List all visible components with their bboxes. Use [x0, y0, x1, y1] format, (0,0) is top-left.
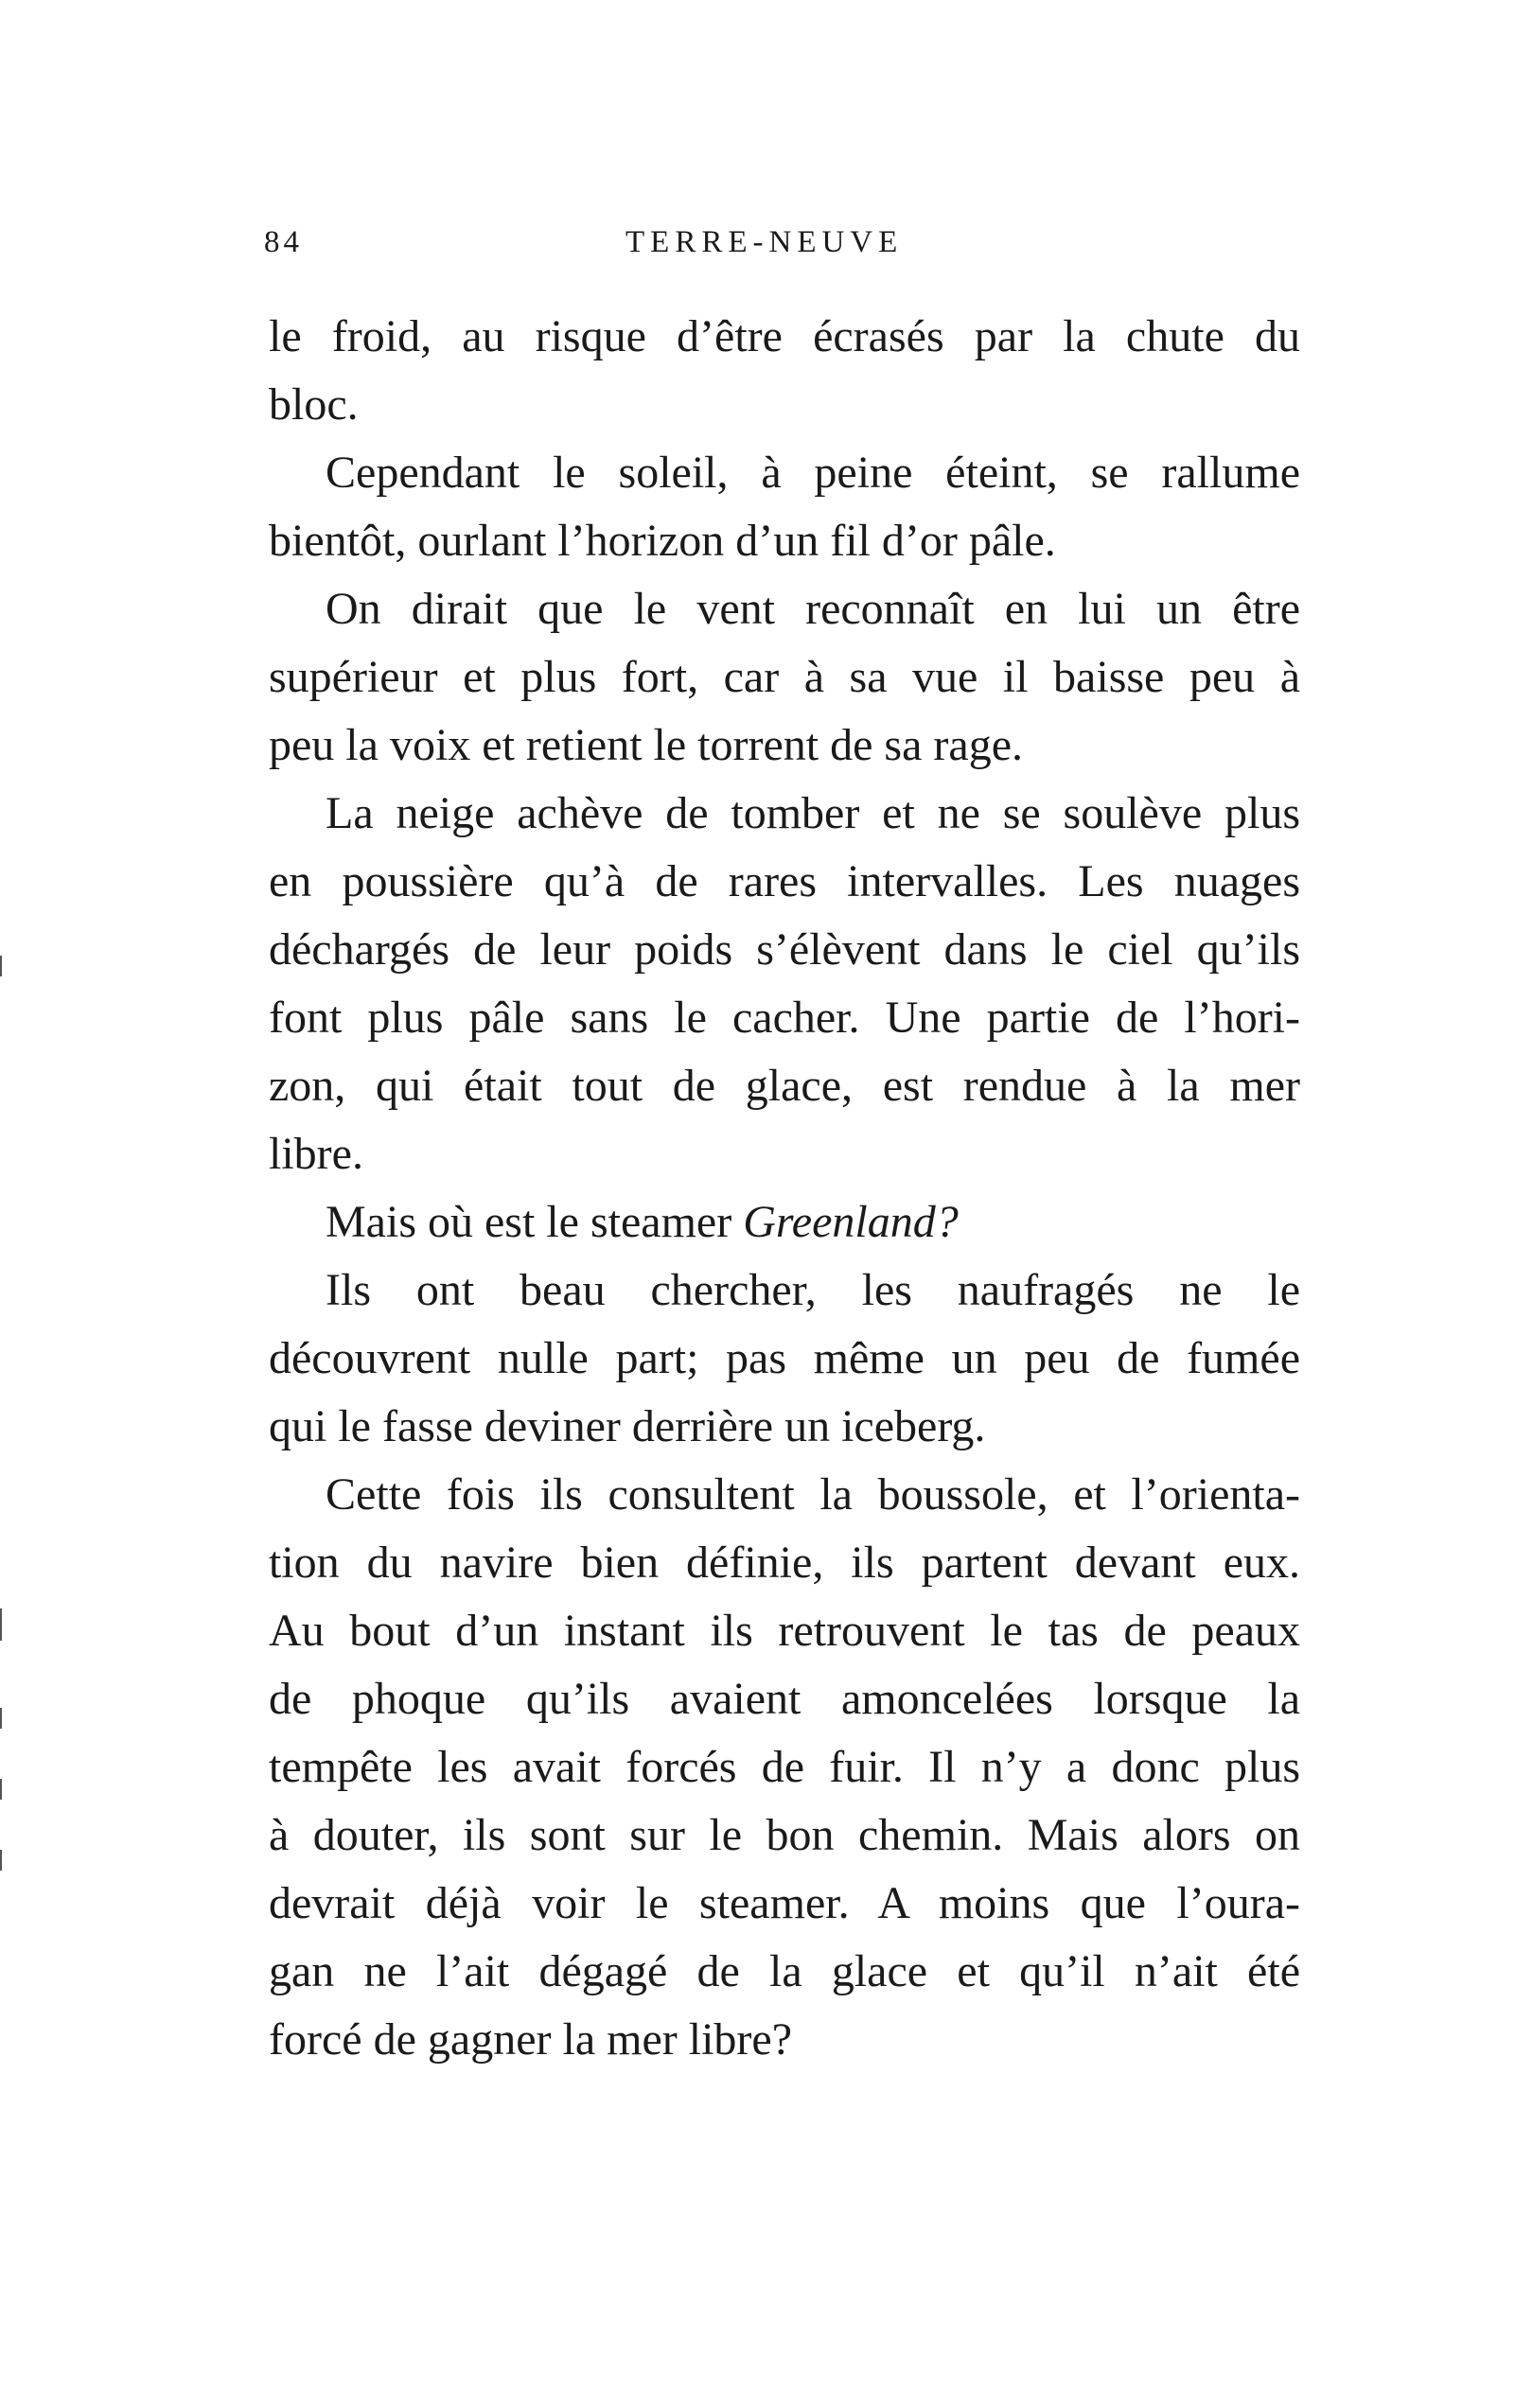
text-line: zon, qui était tout de glace, est rendue à la mer	[269, 1061, 1300, 1111]
text-line: Au bout d’un instant ils retrouvent le tas de peaux	[269, 1606, 1300, 1656]
text-line: Cette fois ils consultent la boussole, et l’orienta-	[326, 1469, 1300, 1520]
text-line: supérieur et plus fort, car à sa vue il baisse peu à	[269, 652, 1300, 702]
text-line: Cependant le soleil, à peine éteint, se rallume	[326, 448, 1300, 498]
text-line: découvrent nulle part; pas même un peu de fumée	[269, 1333, 1300, 1383]
text-line: qui le fasse deviner derrière un iceberg.	[269, 1401, 986, 1451]
text-line: font plus pâle sans le cacher. Une partie de l’hori-	[269, 993, 1300, 1043]
text-line: à douter, ils sont sur le bon chemin. Mais alors on	[269, 1810, 1300, 1860]
text-line: tion du navire bien définie, ils partent devant eux.	[269, 1538, 1300, 1588]
text-line: tempête les avait forcés de fuir. Il n’y a donc plus	[269, 1742, 1300, 1792]
text-line: bientôt, ourlant l’horizon d’un fil d’or pâle.	[269, 516, 1056, 566]
scan-artifact	[0, 1779, 2, 1800]
ship-name: Greenland?	[743, 1197, 959, 1247]
body-text	[269, 303, 1300, 2074]
text-line: le froid, au risque d’être écrasés par la chute du	[269, 311, 1300, 361]
page-number: 84	[264, 225, 303, 259]
scan-artifact	[0, 1608, 2, 1641]
scan-artifact	[0, 1850, 2, 1871]
text-line: forcé de gagner la mer libre?	[269, 2014, 793, 2065]
text-line: Ils ont beau chercher, les naufragés ne le	[326, 1265, 1300, 1315]
running-title: TERRE-NEUVE	[625, 225, 904, 259]
text-line: de phoque qu’ils avaient amoncelées lorsque la	[269, 1674, 1300, 1724]
text-line	[269, 1188, 1300, 1257]
text-line: libre.	[269, 1129, 363, 1179]
scan-artifact	[0, 1708, 2, 1729]
running-head	[264, 225, 1295, 263]
text-line: bloc.	[269, 379, 359, 430]
text-fragment: Mais où est le steamer	[326, 1197, 732, 1247]
scan-artifact	[0, 956, 2, 976]
text-line: déchargés de leur poids s’élèvent dans le ciel qu’ils	[269, 924, 1300, 975]
text-line: La neige achève de tomber et ne se soulève plus	[326, 788, 1300, 838]
text-line: peu la voix et retient le torrent de sa rage.	[269, 720, 1023, 770]
text-line: devrait déjà voir le steamer. A moins que l’oura-	[269, 1878, 1300, 1928]
text-line: gan ne l’ait dégagé de la glace et qu’il n’ait été	[269, 1946, 1300, 1996]
text-line: On dirait que le vent reconnaît en lui un être	[326, 584, 1300, 634]
text-line: en poussière qu’à de rares intervalles. Les nuages	[269, 856, 1300, 906]
